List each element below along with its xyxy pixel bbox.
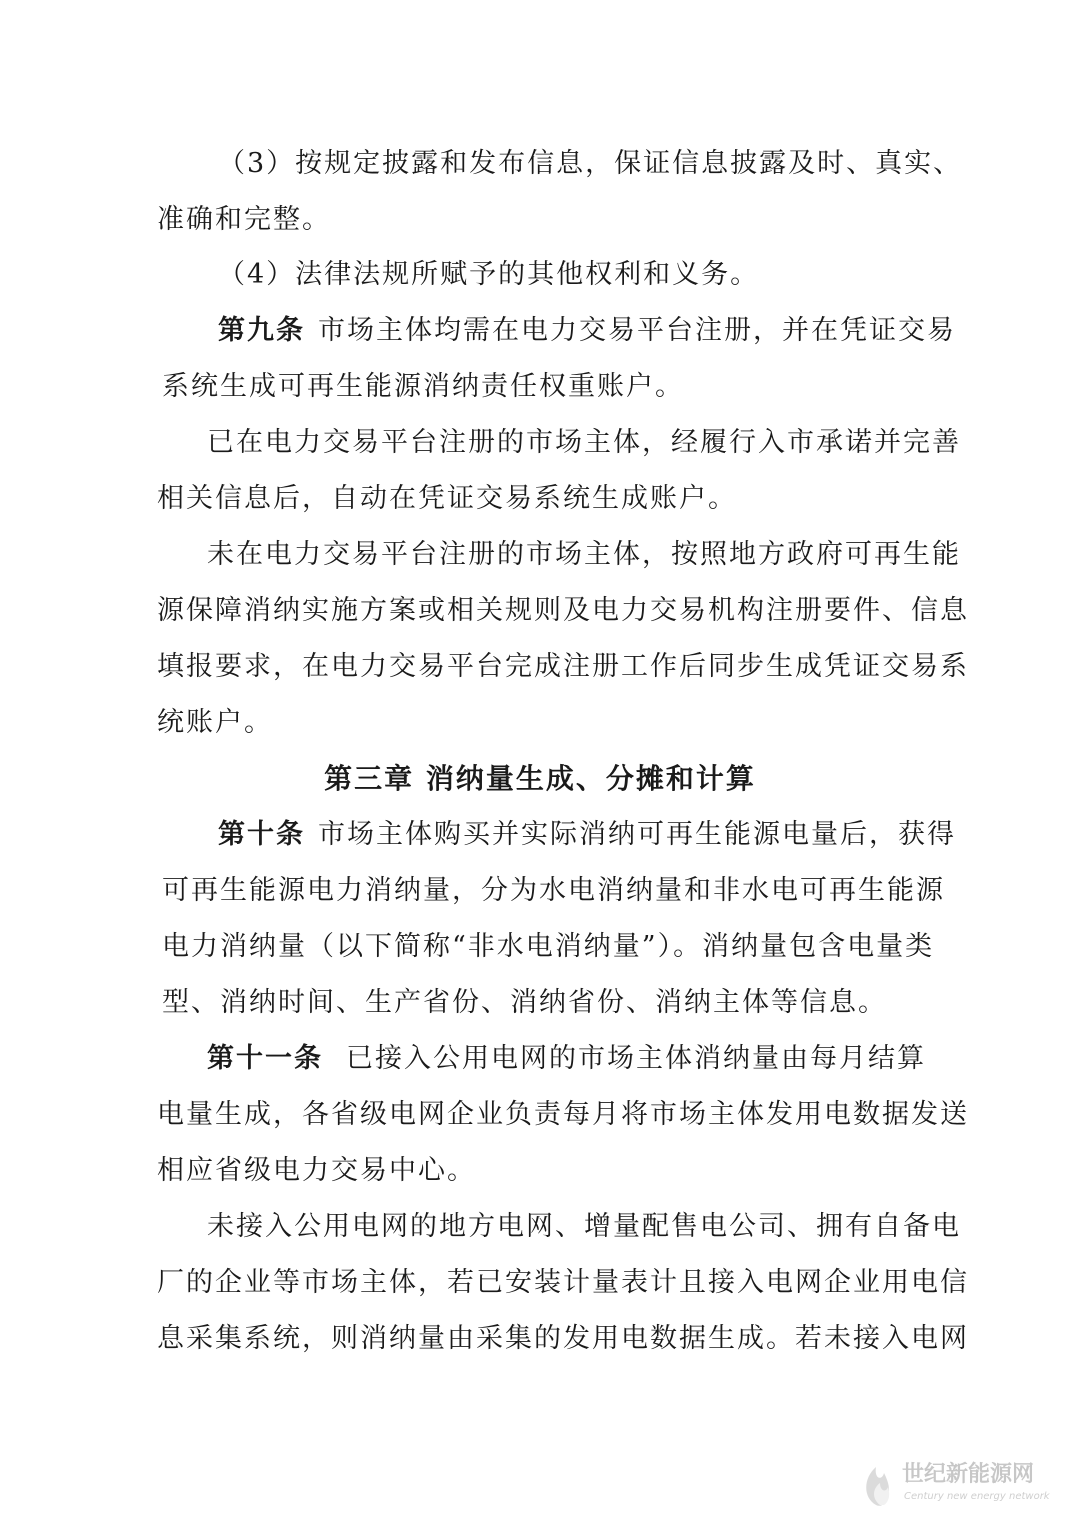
- text-line: 填报要求，在电力交易平台完成注册工作后同步生成凭证交易系: [157, 651, 969, 682]
- text-line: 已接入公用电网的市场主体消纳量由每月结算: [346, 1043, 926, 1074]
- text-line: （3）按规定披露和发布信息，保证信息披露及时、真实、: [218, 148, 963, 179]
- chapter-heading: 第三章 消纳量生成、分摊和计算: [324, 762, 756, 795]
- text-line: 相应省级电力交易中心。: [157, 1155, 476, 1186]
- text-line: 型、消纳时间、生产省份、消纳省份、消纳主体等信息。: [162, 987, 887, 1018]
- article-number: 第九条: [218, 315, 305, 346]
- text-line: （4）法律法规所赋予的其他权利和义务。: [218, 259, 760, 290]
- text-line: 统账户。: [157, 707, 273, 738]
- text-line: 相关信息后，自动在凭证交易系统生成账户。: [157, 483, 737, 514]
- article-number: 第十条: [218, 819, 305, 850]
- text-line: 系统生成可再生能源消纳责任权重账户。: [162, 371, 684, 402]
- text-line: 已在电力交易平台注册的市场主体，经履行入市承诺并完善: [207, 427, 961, 458]
- flame-logo-icon: [858, 1447, 1068, 1511]
- text-line: 未接入公用电网的地方电网、增量配售电公司、拥有自备电: [207, 1211, 961, 1242]
- text-line: 电量生成，各省级电网企业负责每月将市场主体发用电数据发送: [157, 1099, 969, 1130]
- text-line: 未在电力交易平台注册的市场主体，按照地方政府可再生能: [207, 539, 961, 570]
- watermark: [858, 1447, 1068, 1511]
- text-line: 厂的企业等市场主体，若已安装计量表计且接入电网企业用电信: [157, 1267, 969, 1298]
- text-line: 市场主体购买并实际消纳可再生能源电量后，获得: [318, 819, 956, 850]
- text-line: 源保障消纳实施方案或相关规则及电力交易机构注册要件、信息: [157, 595, 969, 626]
- watermark-cn: 世纪新能源网: [902, 1462, 1035, 1487]
- text-line: 电力消纳量（以下简称“非水电消纳量”）。消纳量包含电量类: [162, 931, 935, 962]
- text-line: 准确和完整。: [157, 204, 331, 235]
- text-line: 市场主体均需在电力交易平台注册，并在凭证交易: [318, 315, 956, 346]
- article-number: 第十一条: [207, 1043, 323, 1074]
- text-line: 息采集系统，则消纳量由采集的发用电数据生成。若未接入电网: [157, 1323, 969, 1354]
- watermark-en: Century new energy network: [904, 1491, 1050, 1502]
- text-line: 可再生能源电力消纳量，分为水电消纳量和非水电可再生能源: [162, 875, 945, 906]
